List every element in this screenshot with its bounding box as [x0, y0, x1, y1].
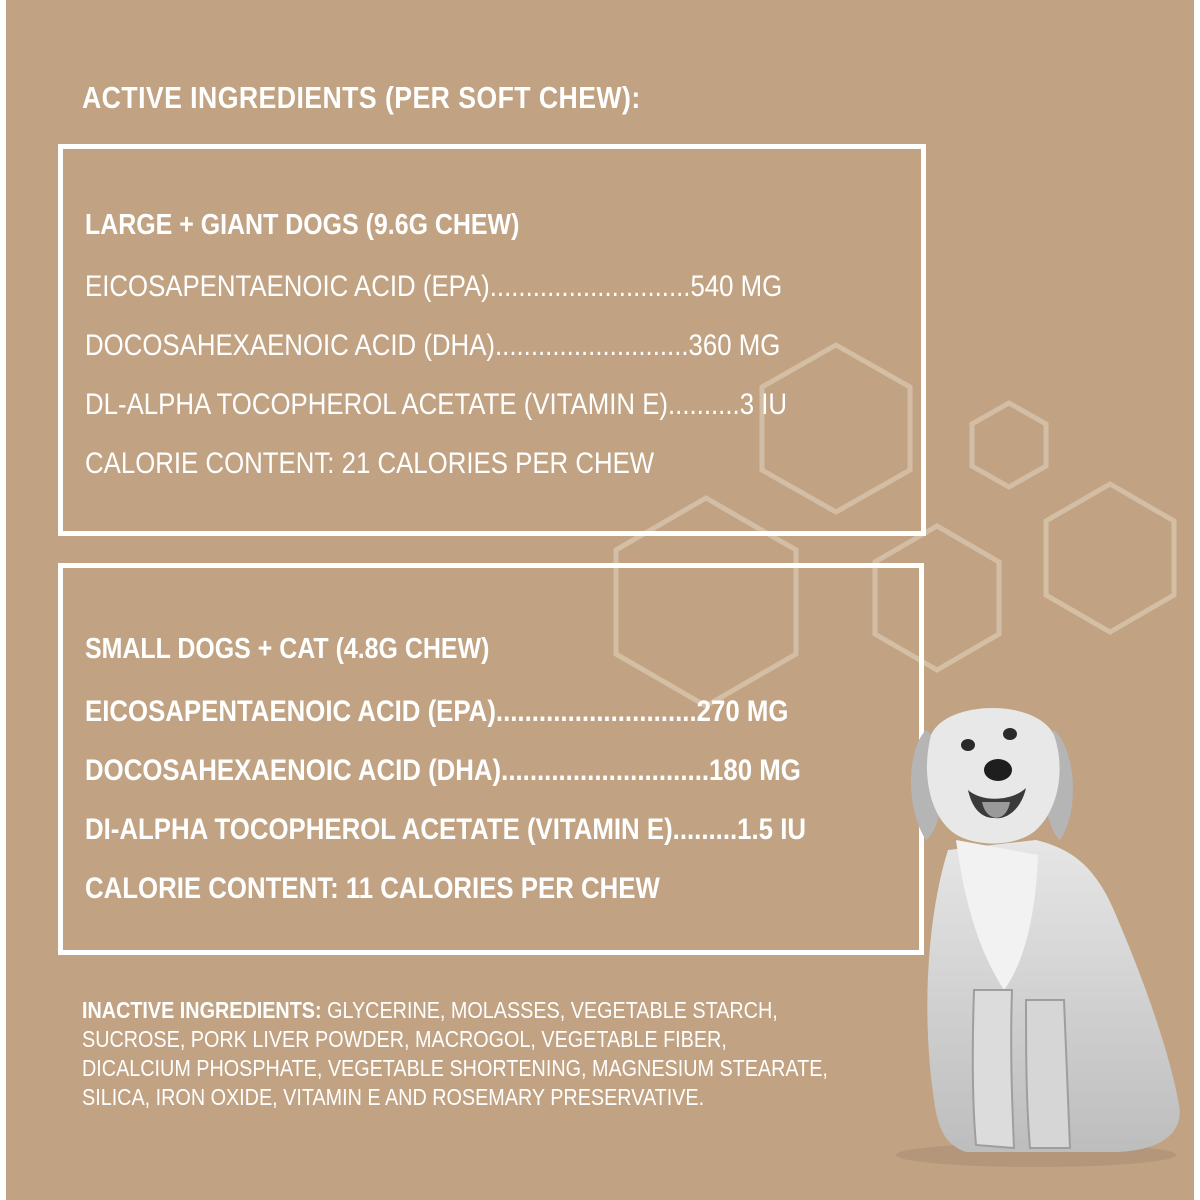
small-dogs-ingredient-list [85, 690, 923, 926]
hexagon-shape [1046, 484, 1174, 632]
dha-row: DOCOSAHEXAENOIC ACID (DHA)...........................360 MG [85, 329, 781, 362]
epa-row: EICOSAPENTAENOIC ACID (EPA)............................270 MG [85, 695, 789, 728]
small-dogs-panel [58, 563, 924, 955]
dog-nose [984, 759, 1012, 781]
vitamin-e-row: DL-ALPHA TOCOPHEROL ACETATE (VITAMIN E)..........3 IU [85, 388, 788, 421]
vitamin-e-row: DI-ALPHA TOCOPHEROL ACETATE (VITAMIN E).........1.5 IU [85, 813, 807, 846]
large-dogs-ingredient-list [85, 265, 901, 501]
epa-row: EICOSAPENTAENOIC ACID (EPA)............................540 MG [85, 270, 783, 303]
large-dogs-title: LARGE + GIANT DOGS (9.6G CHEW) [85, 209, 520, 241]
dog-leg [1026, 1000, 1070, 1148]
inactive-ingredients [82, 996, 839, 1112]
dog-leg [973, 990, 1014, 1148]
small-dogs-title: SMALL DOGS + CAT (4.8G CHEW) [85, 633, 490, 665]
large-dogs-panel [58, 144, 926, 536]
golden-retriever-photo [886, 690, 1200, 1170]
dog-eye [961, 739, 975, 751]
calorie-row: CALORIE CONTENT: 21 CALORIES PER CHEW [85, 447, 655, 480]
hexagon-shape [972, 403, 1046, 487]
active-ingredients-heading: ACTIVE INGREDIENTS (PER SOFT CHEW): [82, 80, 641, 115]
dog-eye [1003, 728, 1017, 740]
dha-row: DOCOSAHEXAENOIC ACID (DHA).............................180 MG [85, 754, 801, 787]
inactive-ingredients-text: GLYCERINE, MOLASSES, VEGETABLE STARCH, SUCROSE, PORK LIVER POWDER, MACROGOL, VEGETABLE FIBER, DICALCIUM PHOSPHATE, VEGETABLE SHORTENING, MAGNESIUM STEARATE, SILICA, IRON OXIDE, VITAMIN E AND ROSEMARY PRESERVATIVE. [82, 997, 828, 1110]
calorie-row: CALORIE CONTENT: 11 CALORIES PER CHEW [85, 872, 660, 905]
inactive-ingredients-label: INACTIVE INGREDIENTS: [82, 997, 322, 1023]
